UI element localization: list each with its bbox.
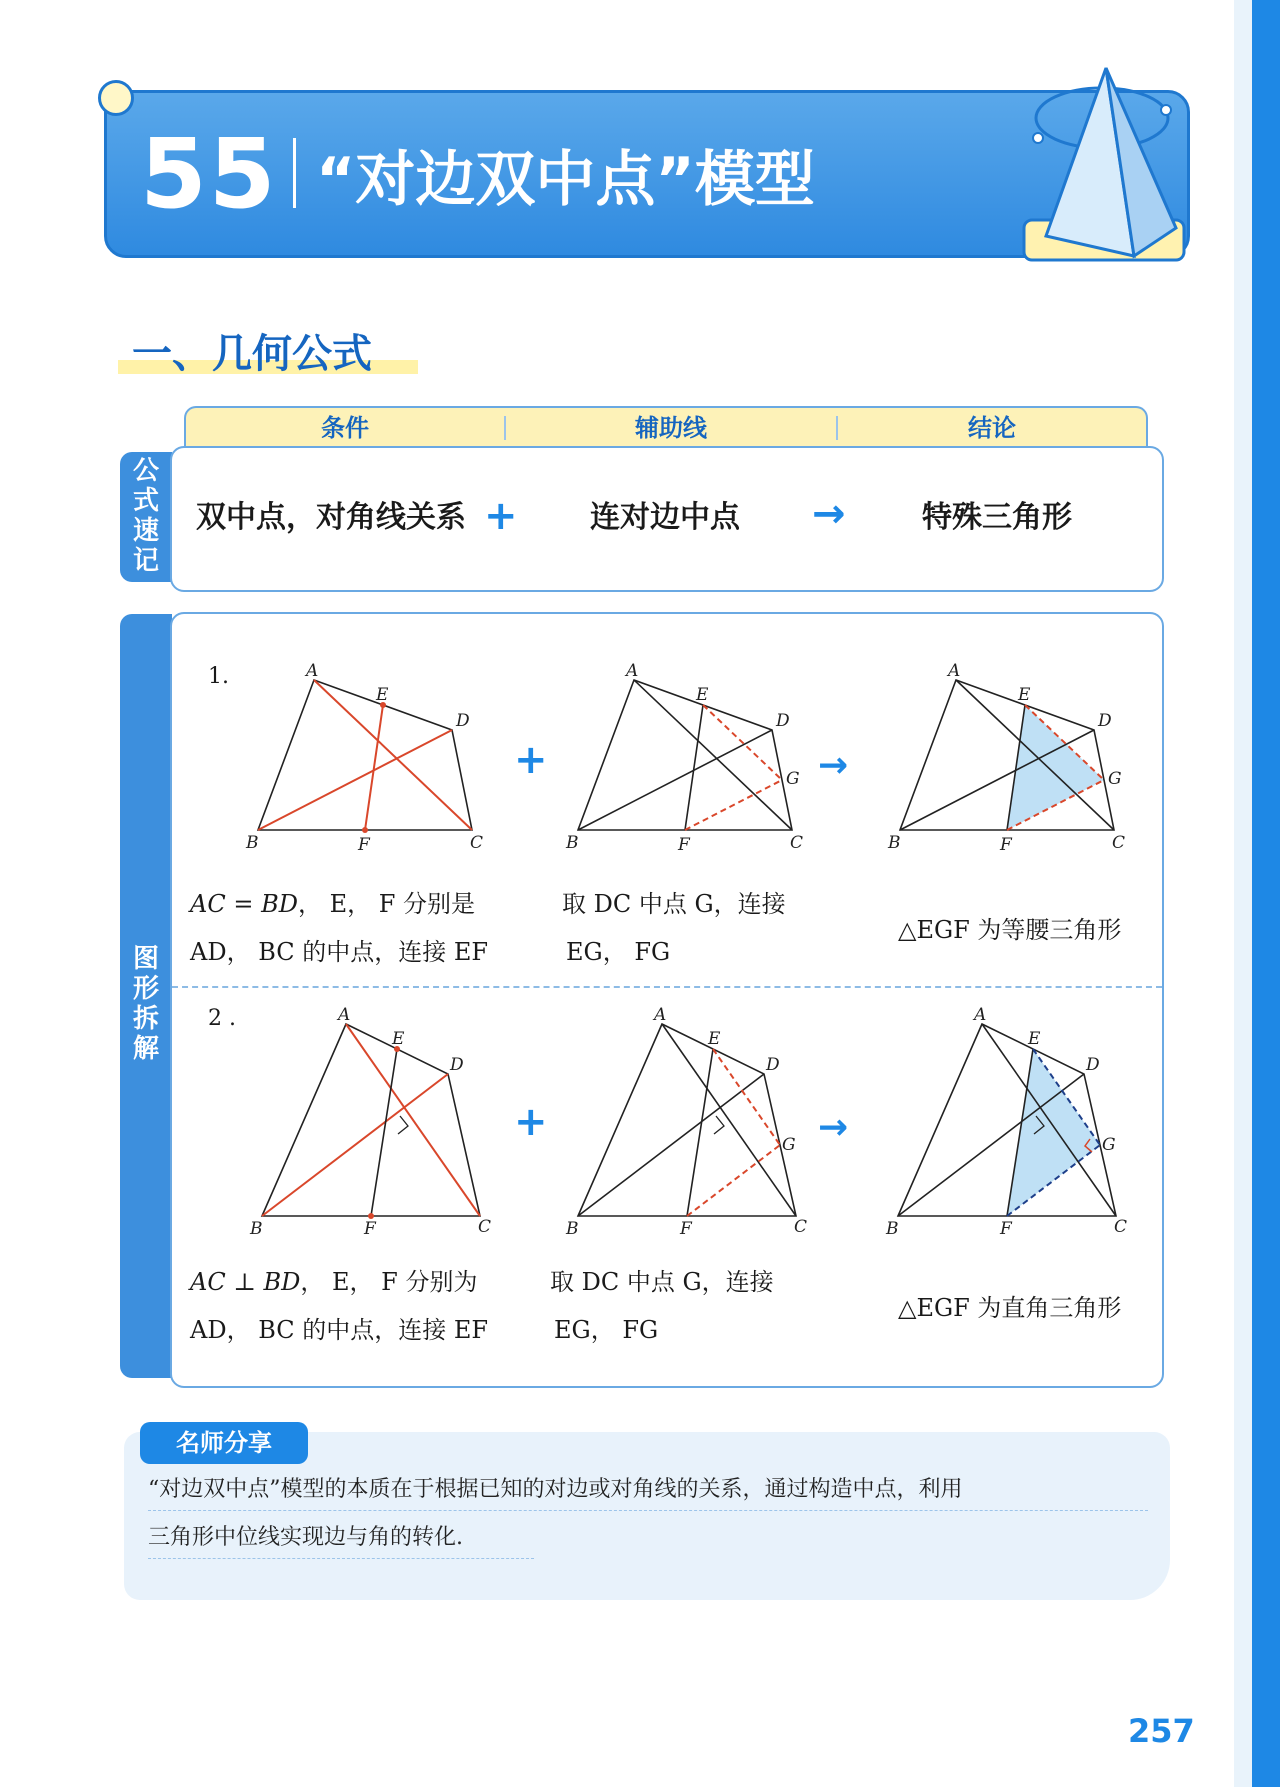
arrow-right-icon: →: [818, 745, 849, 786]
svg-text:E: E: [392, 1029, 405, 1049]
formula-tab-char: 式: [132, 486, 159, 516]
case-1-auxiliary-line-2: EG， FG: [566, 938, 671, 966]
svg-text:G: G: [782, 1135, 796, 1155]
formula-tab: [120, 452, 172, 582]
case-1-figure-auxiliary: [560, 660, 810, 860]
svg-text:D: D: [766, 1055, 780, 1075]
plus-icon: +: [514, 1099, 548, 1145]
case-2-figure-conclusion: [880, 1005, 1130, 1239]
svg-text:A: A: [948, 661, 961, 681]
teacher-share-rule: [148, 1510, 1148, 1511]
plus-icon: +: [484, 493, 518, 539]
svg-text:F: F: [364, 1219, 376, 1239]
case-2-condition-rest: ， E， F 分别为: [300, 1268, 478, 1296]
svg-text:A: A: [974, 1005, 987, 1025]
teacher-share-tab: 名师分享: [140, 1422, 308, 1464]
svg-text:C: C: [478, 1217, 492, 1237]
case-2-condition-line-1: [190, 1258, 477, 1306]
arrow-right-icon: →: [812, 491, 846, 537]
svg-text:B: B: [250, 1219, 263, 1239]
svg-text:E: E: [708, 1029, 721, 1049]
case-2-figure-auxiliary: [560, 1005, 810, 1239]
case-2-number: 2 .: [208, 1006, 236, 1031]
svg-text:D: D: [776, 711, 790, 731]
svg-text:A: A: [306, 661, 319, 681]
case-2-figure-condition: [244, 1005, 494, 1239]
svg-text:E: E: [696, 685, 709, 705]
case-1-condition-line-2: AD， BC 的中点，连接 EF: [190, 938, 489, 966]
svg-text:D: D: [456, 711, 470, 731]
case-1-conclusion: △EGF 为等腰三角形: [898, 916, 1122, 944]
case-separator: [172, 986, 1162, 988]
svg-text:A: A: [626, 661, 639, 681]
svg-text:D: D: [450, 1055, 464, 1075]
side-stripe-light: [1234, 0, 1252, 1787]
case-2-auxiliary-line-2: EG， FG: [554, 1316, 659, 1344]
case-1-auxiliary-line-1: 取 DC 中点 G，连接: [562, 890, 786, 918]
formula-conclusion: 特殊三角形: [922, 500, 1072, 535]
column-header-auxiliary: 辅助线: [635, 414, 707, 442]
svg-text:D: D: [1098, 711, 1112, 731]
figure-tab-char: 图: [132, 944, 159, 974]
svg-text:C: C: [1114, 1217, 1128, 1237]
section-heading: 一、几何公式: [132, 331, 372, 377]
figure-tab-char: 解: [132, 1034, 159, 1064]
svg-text:B: B: [246, 833, 259, 853]
column-header-bar: [184, 406, 1148, 446]
teacher-share-line-1: “对边双中点”模型的本质在于根据已知的对边或对角线的关系，通过构造中点，利用: [148, 1477, 963, 1502]
svg-text:C: C: [794, 1217, 808, 1237]
formula-condition: 双中点，对角线关系: [196, 500, 466, 535]
case-1-condition-line-1: [190, 880, 475, 928]
case-1-figure-conclusion: [882, 660, 1132, 860]
figure-tab-char: 拆: [132, 1004, 159, 1034]
figure-tab-char: 形: [132, 974, 159, 1004]
svg-text:A: A: [654, 1005, 667, 1025]
svg-text:B: B: [886, 1219, 899, 1239]
case-2-conclusion: △EGF 为直角三角形: [898, 1294, 1122, 1322]
case-2-auxiliary-line-1: 取 DC 中点 G，连接: [550, 1268, 774, 1296]
banner-ring-icon: [98, 80, 134, 116]
svg-text:G: G: [1108, 769, 1122, 789]
formula-tab-char: 公: [132, 456, 159, 486]
chapter-number: 55: [140, 118, 278, 230]
svg-text:E: E: [1028, 1029, 1041, 1049]
svg-text:F: F: [678, 835, 690, 855]
svg-text:D: D: [1086, 1055, 1100, 1075]
svg-text:F: F: [1000, 835, 1012, 855]
svg-text:B: B: [888, 833, 901, 853]
arrow-right-icon: →: [818, 1107, 849, 1148]
svg-text:F: F: [680, 1219, 692, 1239]
case-2-condition-line-2: AD， BC 的中点，连接 EF: [190, 1316, 489, 1344]
formula-tab-char: 速: [132, 516, 159, 546]
teacher-share-rule: [148, 1558, 534, 1559]
case-1-condition-rest: ， E， F 分别是: [297, 890, 476, 918]
figure-tab: [120, 614, 172, 1378]
teacher-share-line-2: 三角形中位线实现边与角的转化.: [148, 1525, 463, 1550]
svg-text:F: F: [358, 835, 370, 855]
case-1-condition-math: AC = BD: [190, 890, 298, 918]
plus-icon: +: [514, 737, 548, 783]
svg-text:G: G: [1102, 1135, 1116, 1155]
case-1-number: 1.: [208, 664, 229, 689]
case-1-figure-condition: [240, 660, 490, 860]
formula-auxiliary: 连对边中点: [590, 500, 740, 535]
svg-text:G: G: [786, 769, 800, 789]
column-header-condition: 条件: [321, 414, 369, 442]
svg-text:E: E: [1018, 685, 1031, 705]
svg-text:A: A: [338, 1005, 351, 1025]
svg-text:C: C: [1112, 833, 1126, 853]
side-stripe: [1252, 0, 1280, 1787]
case-2-condition-math: AC ⊥ BD: [190, 1268, 301, 1296]
svg-text:E: E: [376, 685, 389, 705]
svg-text:C: C: [470, 833, 484, 853]
svg-text:B: B: [566, 1219, 579, 1239]
chapter-title: “对边双中点”模型: [316, 145, 815, 215]
svg-text:B: B: [566, 833, 579, 853]
pyramid-icon: [1010, 60, 1200, 270]
svg-text:C: C: [790, 833, 804, 853]
page-number: 257: [1128, 1712, 1195, 1750]
formula-tab-char: 记: [132, 546, 159, 576]
banner-divider: [293, 138, 296, 208]
column-header-conclusion: 结论: [968, 414, 1016, 442]
svg-text:F: F: [1000, 1219, 1012, 1239]
